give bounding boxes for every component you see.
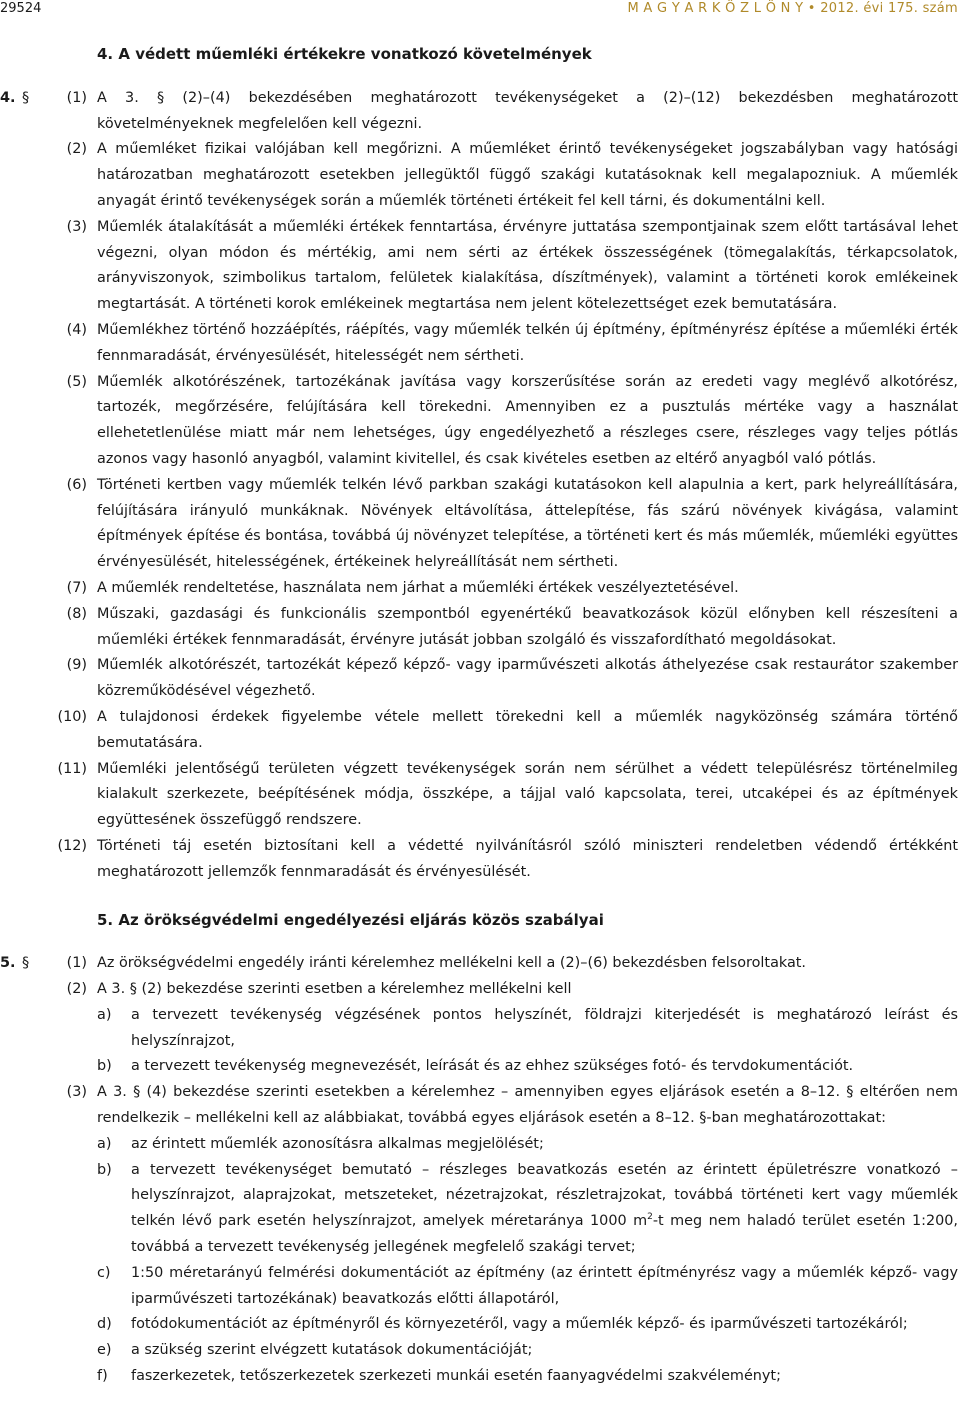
paragraph-label: (7): [66, 579, 87, 596]
list-item: [0, 1003, 960, 1055]
section-4-paragraph: [0, 653, 960, 705]
list-item: [0, 1132, 960, 1158]
paragraph-label: (9): [66, 657, 87, 674]
paragraph-text: A 3. § (4) bekezdése szerinti esetekben a kérelemhez – amennyiben egyes eljárások esetén a 8–12. § eltérően nem rendelkezik – mellékelni kell az alábbiakat, továbbá egyes eljárások esetén a 8–12. §-ban meghatározottakat:: [97, 1084, 958, 1127]
list-item: [0, 1158, 960, 1261]
item-text-part: -t meg nem haladó terület esetén 1:200, továbbá a tervezett tevékenység jellegének megfelelő szakági tervet;: [131, 1213, 958, 1256]
paragraph-label: (6): [66, 476, 87, 493]
item-text: a tervezett tevékenység végzésének pontos helyszínét, földrajzi kiterjedését is meghatározó leírást és helyszínrajzot,: [131, 1006, 958, 1049]
item-text: faszerkezetek, tetőszerkezetek szerkezeti munkái esetén faanyagvédelmi szakvéleményt;: [131, 1368, 781, 1385]
paragraph-label: (2): [66, 981, 87, 998]
paragraph-label: (8): [66, 605, 87, 622]
list-item: [0, 1054, 960, 1080]
item-label: c): [97, 1264, 111, 1281]
section-number: 5.: [0, 955, 16, 972]
document-body: [0, 42, 960, 1390]
list-item: [0, 1364, 960, 1390]
paragraph-label: (11): [57, 760, 87, 777]
paragraph-text: Műszaki, gazdasági és funkcionális szempontból egyenértékű beavatkozások közül előnyben kell részesíteni a műemléki értékek fennmaradását, érvényre jutását jobban szolgáló és visszafordítható megoldásokat.: [97, 605, 958, 648]
paragraph-label: (4): [66, 321, 87, 338]
section-4-paragraph: [0, 602, 960, 654]
paragraph-label: (3): [66, 218, 87, 235]
list-item: [0, 1312, 960, 1338]
list-item: [0, 1261, 960, 1313]
paragraph-text: Történeti táj esetén biztosítani kell a védetté nyilvánításról szóló miniszteri rendeletben védendő értékként meghatározott jellemzők fennmaradását és érvényesülését.: [97, 837, 958, 880]
paragraph-2-items: [0, 1003, 960, 1080]
running-title: M A G Y A R K Ö Z L Ö N Y • 2012. évi 175. szám: [627, 1, 958, 16]
section-4-paragraphs: [0, 86, 960, 886]
section-sign: §: [22, 89, 30, 106]
section-sign: §: [22, 955, 30, 972]
section-5-title: 5. Az örökségvédelmi engedélyezési eljárás közös szabályai: [97, 910, 604, 929]
paragraph-text: Műemlékhez történő hozzáépítés, ráépítés, vagy műemlék telkén új építmény, építményrész építése a műemléki érték fennmaradását, érvényesülését, hitelességét nem sértheti.: [97, 321, 958, 364]
section-5-paragraph-2: [0, 977, 960, 1003]
section-4-paragraph: [0, 473, 960, 576]
paragraph-label: (5): [66, 373, 87, 390]
item-text: 1:50 méretarányú felmérési dokumentációt az építmény (az érintett építményrész vagy a műemlék képző- vagy iparművészeti tartozékának) beavatkozás előtti állapotáról,: [131, 1264, 958, 1307]
list-item: [0, 1338, 960, 1364]
paragraph-text: A műemlék rendeltetése, használata nem járhat a műemléki értékek veszélyeztetésével.: [97, 579, 739, 596]
section-4-paragraph: [0, 215, 960, 318]
paragraph-text: A műemléket fizikai valójában kell megőrizni. A műemléket érintő tevékenységeket jogszabályban vagy hatósági határozatban meghatározott esetekben jellegüktől függő szakági kutatásoknak kell megalapozniuk. A műemlék anyagát érintő tevékenységek során a műemlék történeti értékeit fel kell tárni, és dokumentálni kell.: [97, 141, 958, 209]
item-label: a): [97, 1006, 112, 1023]
paragraph-text: A tulajdonosi érdekek figyelembe vétele mellett törekedni kell a műemlék nagyközönség számára történő bemutatására.: [97, 708, 958, 751]
superscript: 2: [647, 1212, 653, 1223]
item-text-part: a tervezett tevékenységet bemutató – részleges beavatkozás esetén az érintett épületrészre vonatkozó – helyszínrajzot, alaprajzokat, metszeteket, nézetrajzokat, részletrajzokat, továbbá történeti kert vagy műemlék telkén lévő park esetén helyszínrajzot, amelyek méretaránya 1000 m: [131, 1161, 958, 1230]
section-4-paragraph: [0, 757, 960, 834]
paragraph-text: Műemléki jelentőségű területen végzett tevékenységek során nem sérülhet a védett településrész történelmileg kialakult szerkezete, beépítésének módja, összképe, a tájjal való kapcsolata, terei, utcaképei és az építmények együttesének összefüggő rendszere.: [97, 760, 958, 829]
paragraph-text: A 3. § (2) bekezdése szerinti esetben a kérelemhez mellékelni kell: [97, 981, 572, 998]
paragraph-text: Az örökségvédelmi engedély iránti kérelemhez mellékelni kell a (2)–(6) bekezdésben felsoroltakat.: [97, 955, 807, 972]
item-text: fotódokumentációt az építményről és környezetéről, vagy a műemlék képző- és iparművészeti tartozékáról;: [131, 1316, 908, 1333]
section-4-paragraph: [0, 137, 960, 214]
paragraph-text: Műemlék alkotórészét, tartozékát képező képző- vagy iparművészeti alkotás áthelyezése csak restaurátor szakember közreműködésével végezhető.: [97, 657, 958, 700]
paragraph-label: (10): [57, 708, 87, 725]
paragraph-text: Műemlék átalakítását a műemléki értékek fenntartása, érvényre juttatása szempontjainak szem előtt tartásával lehet végezni, olyan módon és mértékig, ami nem sérti az értékek összességének (tömegalakítás, térkapcsolatok, arányviszonyok, szimbolikus tartalom, felületek kialakítása, díszítmények), valamint a történeti korok emlékeinek megtartását. A történeti korok emlékeinek megtartása nem jelent kötelezettséget ezek bemutatására.: [97, 218, 958, 313]
paragraph-label: (1): [66, 955, 87, 972]
paragraph-label: (12): [57, 837, 87, 854]
section-4-paragraph: [0, 86, 960, 138]
section-4-paragraph: [0, 834, 960, 886]
item-text: a szükség szerint elvégzett kutatások dokumentációját;: [131, 1342, 533, 1359]
section-4-paragraph: [0, 705, 960, 757]
paragraph-3-items: [0, 1132, 960, 1390]
section-4-paragraph: [0, 576, 960, 602]
item-label: a): [97, 1135, 112, 1152]
item-label: b): [97, 1058, 112, 1075]
section-number: 4.: [0, 89, 16, 106]
section-5-paragraph-1: [0, 951, 960, 977]
section-5-paragraph-3: [0, 1080, 960, 1132]
item-text: a tervezett tevékenység megnevezését, leírását és az ehhez szükséges fotó- és tervdokumentációt.: [131, 1058, 854, 1075]
paragraph-text: Történeti kertben vagy műemlék telkén lévő parkban szakági kutatásokon kell alapulnia a kert, park helyreállítására, felújítására irányuló munkáknak. Növények eltávolítása, áttelepítése, fás szárú növények kivágása, valamint építmények építése és bontása, továbbá új növényzet telepítése, a történeti kert és más műemlék, műemléki együttes érvényesülését, hitelességének, értékeinek helyreállítását nem sértheti.: [97, 476, 958, 571]
section-4-title: 4. A védett műemléki értékekre vonatkozó követelmények: [97, 45, 592, 63]
item-label: b): [97, 1161, 112, 1178]
paragraph-label: (2): [66, 141, 87, 158]
item-text: az érintett műemlék azonosításra alkalmas megjelölését;: [131, 1135, 544, 1152]
item-text: [131, 1158, 958, 1261]
paragraph-text: A 3. § (2)–(4) bekezdésében meghatározott tevékenységeket a (2)–(12) bekezdésben meghatározott követelményeknek megfelelően kell végezni.: [97, 89, 958, 132]
item-label: f): [97, 1368, 108, 1385]
section-4-paragraph: [0, 370, 960, 473]
item-label: e): [97, 1342, 112, 1359]
page-header: [0, 0, 960, 20]
page-number: 29524: [0, 1, 42, 16]
item-label: d): [97, 1316, 112, 1333]
paragraph-label: (1): [66, 89, 87, 106]
paragraph-text: Műemlék alkotórészének, tartozékának javítása vagy korszerűsítése során az eredeti vagy meglévő alkotórész, tartozék, megőrzésére, felújítására kell törekedni. Amennyiben ez a pusztulás mértéke vagy a használat ellehetetlenülése miatt már nem lehetséges, úgy engedélyezhető a részleges csere, részleges vagy teljes pótlás azonos vagy hasonló anyagból, valamint kivitellel, és csak kivételes esetben az eltérő anyagból való pótlás.: [97, 373, 958, 467]
paragraph-label: (3): [66, 1084, 87, 1101]
section-4-paragraph: [0, 318, 960, 370]
